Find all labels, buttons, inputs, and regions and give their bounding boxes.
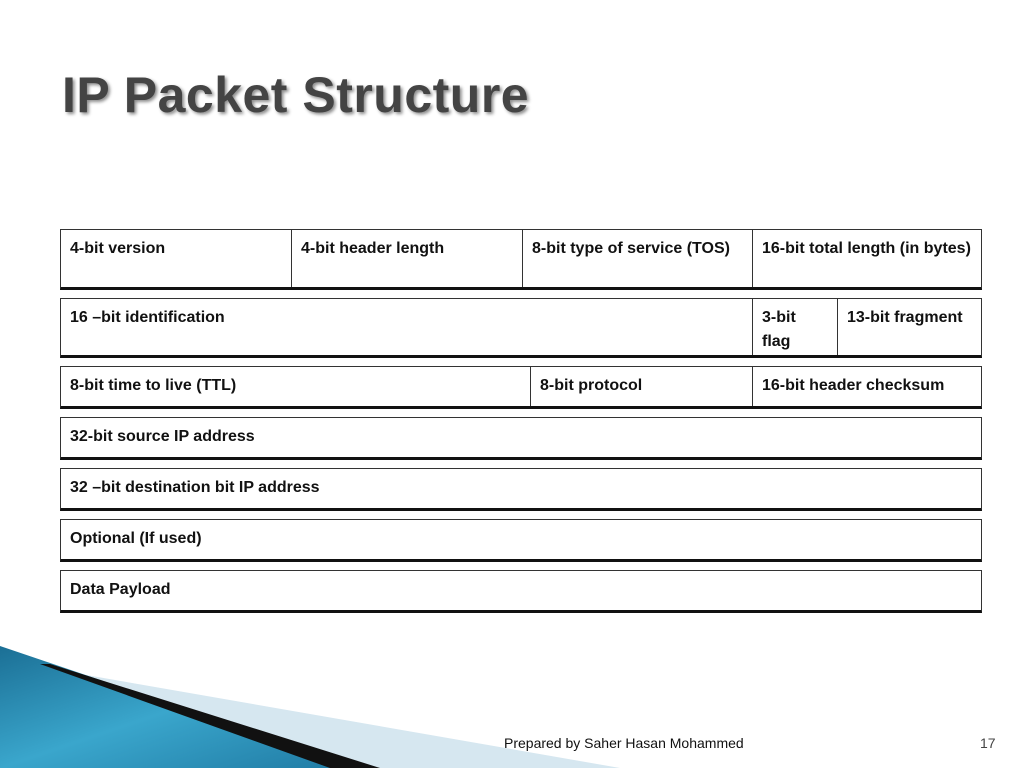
packet-row-4	[60, 417, 982, 460]
page-number: 17	[980, 735, 996, 751]
packet-row-7	[60, 570, 982, 613]
footer-credit: Prepared by Saher Hasan Mohammed	[504, 735, 744, 751]
identification-field: 16 –bit identification	[70, 309, 225, 326]
source-ip-field: 32-bit source IP address	[70, 428, 255, 445]
packet-row-5	[60, 468, 982, 511]
optional-field: Optional (If used)	[70, 530, 202, 547]
header-length-field: 4-bit header length	[291, 230, 522, 287]
data-payload-field: Data Payload	[70, 581, 171, 598]
destination-ip-field: 32 –bit destination bit IP address	[70, 479, 320, 496]
flag-field: 3-bit flag	[752, 299, 837, 355]
packet-row-2	[60, 298, 982, 358]
slide-title: IP Packet Structure	[62, 67, 530, 123]
protocol-field: 8-bit protocol	[530, 367, 752, 406]
packet-row-1	[60, 229, 982, 290]
checksum-field: 16-bit header checksum	[752, 367, 981, 406]
total-length-field: 16-bit total length (in bytes)	[752, 230, 981, 287]
fragment-field: 13-bit fragment	[837, 299, 981, 355]
ttl-field: 8-bit time to live (TTL)	[70, 377, 237, 394]
tos-field: 8-bit type of service (TOS)	[522, 230, 752, 287]
packet-row-6	[60, 519, 982, 562]
packet-row-3	[60, 366, 982, 409]
version-field: 4-bit version	[70, 240, 166, 257]
